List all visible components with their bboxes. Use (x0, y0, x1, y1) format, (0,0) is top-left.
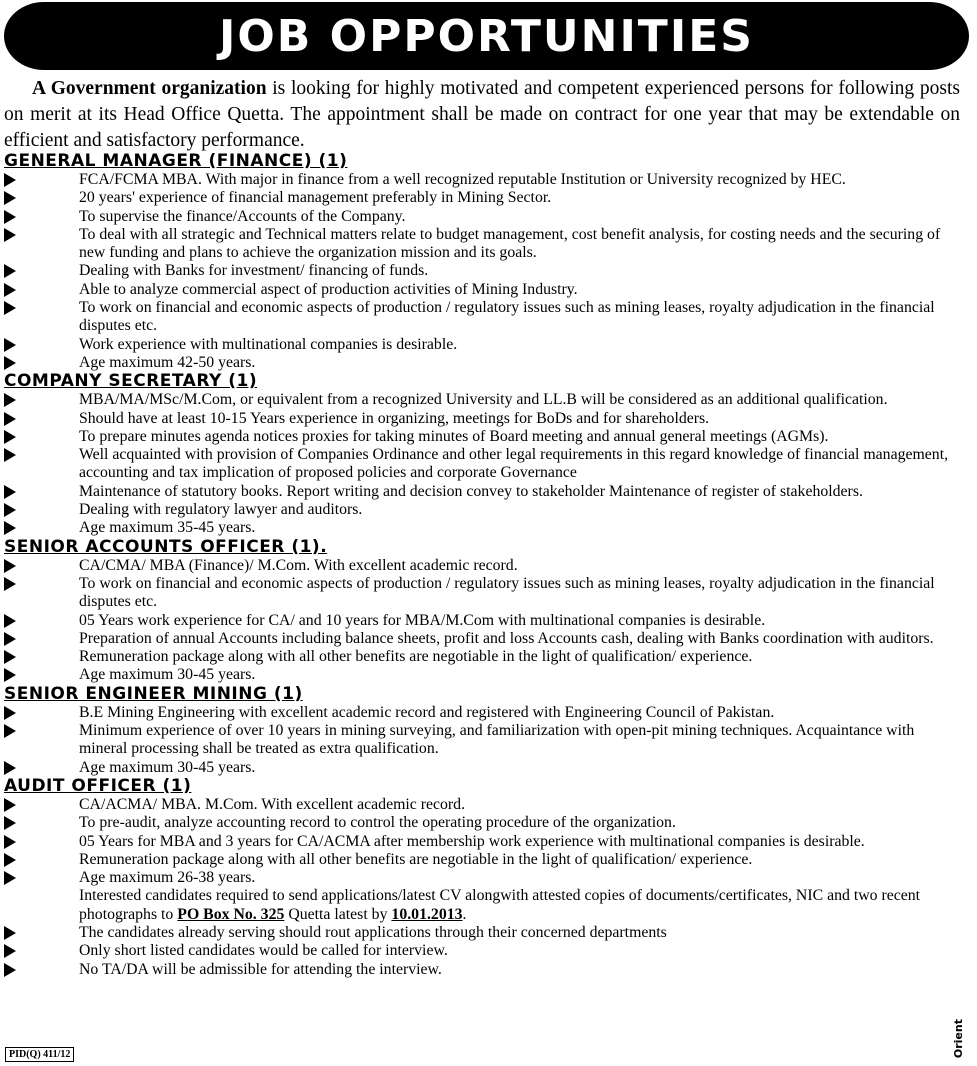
requirement-item (4, 428, 966, 446)
requirement-item (4, 851, 966, 869)
bullet-arrow-icon (4, 816, 16, 830)
list-item-text: Age maximum 30-45 years. (79, 666, 256, 684)
job-listings (4, 152, 966, 979)
requirement-item (4, 226, 966, 263)
bullet-arrow-icon (4, 485, 16, 499)
list-item-text: To work on financial and economic aspects of production / regulatory issues such as mining leases, royalty adjudication in the financial disputes etc. (79, 299, 935, 335)
list-item-text: Dealing with regulatory lawyer and auditors. (79, 501, 363, 519)
bullet-arrow-icon (4, 430, 16, 444)
bullet-arrow-icon (4, 356, 16, 370)
bullet-arrow-icon (4, 963, 16, 977)
list-item-text: Minimum experience of over 10 years in mining surveying, and familiarization with open-pit mining techniques. Acquaintance with mineral processing shall be treated as extra qualification. (79, 722, 915, 758)
bullet-arrow-icon (4, 228, 16, 242)
note-item (4, 924, 966, 942)
bullet-arrow-icon (4, 853, 16, 867)
bullet-arrow-icon (4, 412, 16, 426)
deadline-date (391, 906, 462, 923)
requirement-item (4, 171, 966, 189)
list-item-text: Maintenance of statutory books. Report writing and decision convey to stakeholder Maintenance of register of stakeholders. (79, 482, 863, 500)
requirement-item (4, 557, 966, 575)
bullet-arrow-icon (4, 448, 16, 462)
job-section (4, 777, 966, 887)
requirement-item (4, 704, 966, 722)
requirement-item (4, 796, 966, 814)
bullet-arrow-icon (4, 264, 16, 278)
bullet-arrow-icon (4, 283, 16, 297)
job-section (4, 152, 966, 372)
bullet-arrow-icon (4, 503, 16, 517)
list-item-text: Only short listed candidates would be called for interview. (79, 942, 448, 960)
list-item-text: The candidates already serving should rout applications through their concerned departments (79, 923, 667, 941)
bullet-arrow-icon (4, 944, 16, 958)
list-item-text: Age maximum 30-45 years. (79, 758, 256, 776)
bullet-arrow-icon (4, 835, 16, 849)
intro-lead: A Government organization (32, 78, 267, 99)
bullet-arrow-icon (4, 761, 16, 775)
list-item-text: FCA/FCMA MBA. With major in finance from a well recognized reputable Institution or University recognized by HEC. (79, 171, 846, 188)
job-section (4, 538, 966, 685)
bullet-arrow-icon (4, 668, 16, 682)
requirement-item (4, 336, 966, 354)
bullet-arrow-icon (4, 301, 16, 315)
requirement-item (4, 869, 966, 887)
list-item-text: 05 Years work experience for CA/ and 10 years for MBA/M.Com with multinational companies is desirable. (79, 611, 766, 629)
requirement-item (4, 483, 966, 501)
bullet-arrow-icon (4, 724, 16, 738)
requirement-item (4, 501, 966, 519)
list-item-text: Able to analyze commercial aspect of production activities of Mining Industry. (79, 280, 578, 298)
po-box (177, 906, 284, 923)
intro-paragraph (4, 76, 960, 154)
requirement-item (4, 814, 966, 832)
list-item-text: To work on financial and economic aspects of production / regulatory issues such as mining leases, royalty adjudication in the financial disputes etc. (79, 574, 935, 611)
list-item-text: 05 Years for MBA and 3 years for CA/ACMA after membership work experience with multinational companies is desirable. (79, 832, 865, 850)
requirement-item (4, 612, 966, 630)
requirement-item (4, 208, 966, 226)
list-item-text: Preparation of annual Accounts including balance sheets, profit and loss Accounts cash, dealing with Banks coordination with auditors. (79, 629, 934, 647)
application-instructions (4, 887, 966, 924)
job-title: AUDIT OFFICER (1) (4, 775, 192, 796)
list-item-text: To prepare minutes agenda notices proxies for taking minutes of Board meeting and annual general meetings (AGMs). (79, 427, 829, 445)
list-item-text: To supervise the finance/Accounts of the Company. (79, 207, 406, 225)
list-item-text: Age maximum 42-50 years. (79, 353, 256, 371)
list-item-text: No TA/DA will be admissible for attending the interview. (79, 960, 442, 978)
bullet-arrow-icon (4, 650, 16, 664)
list-item-text: CA/CMA/ MBA (Finance)/ M.Com. With excellent academic record. (79, 556, 518, 574)
bullet-arrow-icon (4, 393, 16, 407)
job-title: SENIOR ENGINEER MINING (1) (4, 683, 303, 704)
instructions-text: . (462, 905, 467, 923)
deadline-date-text: 10.01.2013 (391, 905, 463, 923)
agency-name: Orient (952, 1018, 965, 1058)
list-item-text: Work experience with multinational companies is desirable. (79, 335, 458, 353)
requirement-item (4, 630, 966, 648)
list-item-text: B.E Mining Engineering with excellent academic record and registered with Engineering Council of Pakistan. (79, 703, 775, 721)
list-item-text: Age maximum 26-38 years. (79, 869, 256, 887)
header-banner (4, 2, 969, 70)
bullet-arrow-icon (4, 706, 16, 720)
bullet-arrow-icon (4, 798, 16, 812)
list-item-text: Age maximum 35-45 years. (79, 519, 256, 537)
reference-number: PID(Q) 411/12 (5, 1047, 74, 1062)
po-box-text: PO Box No. 325 (177, 905, 285, 923)
bullet-arrow-icon (4, 173, 16, 187)
note-item (4, 942, 966, 960)
footer (5, 1018, 967, 1062)
list-item-text: To deal with all strategic and Technical matters relate to budget management, cost benefit analysis, for costing needs and the securing of new funding and plans to achieve the organization mission and its goals. (79, 225, 941, 262)
job-title: COMPANY SECRETARY (1) (4, 371, 258, 392)
list-item-text: Should have at least 10-15 Years experience in organizing, meetings for BoDs and for shareholders. (79, 409, 710, 427)
list-item-text: Well acquainted with provision of Companies Ordinance and other legal requirements in this regard knowledge of financial management, accounting and tax implication of proposed policies and corporate Governance (79, 446, 949, 482)
requirement-item (4, 833, 966, 851)
bullet-arrow-icon (4, 521, 16, 535)
intro-text: is looking for highly motivated and competent experienced persons for following posts on merit at its Head Office Quetta. The appointment shall be made on contract for one year that may be extendable on efficient and satisfactory performance. (4, 78, 960, 151)
list-item-text: Remuneration package along with all other benefits are negotiable in the light of qualification/ experience. (79, 850, 753, 868)
job-section (4, 685, 966, 777)
bullet-arrow-icon (4, 191, 16, 205)
job-title: SENIOR ACCOUNTS OFFICER (1). (4, 536, 328, 557)
requirement-item (4, 759, 966, 777)
requirement-item (4, 575, 966, 612)
list-item-text: Remuneration package along with all other benefits are negotiable in the light of qualification/ experience. (79, 648, 753, 666)
page-title: JOB OPPORTUNITIES (219, 10, 754, 62)
job-title: GENERAL MANAGER (FINANCE) (1) (4, 151, 348, 171)
requirement-item (4, 299, 966, 336)
list-item-text: Dealing with Banks for investment/ financing of funds. (79, 262, 429, 280)
bullet-arrow-icon (4, 632, 16, 646)
requirement-item (4, 189, 966, 207)
bullet-arrow-icon (4, 614, 16, 628)
instructions-text: Interested candidates required to send applications/latest CV alongwith attested copies of documents/certificates, NIC and two recent photographs to (79, 887, 921, 923)
bullet-arrow-icon (4, 871, 16, 885)
requirement-item (4, 648, 966, 666)
note-item (4, 961, 966, 979)
job-section (4, 372, 966, 537)
requirement-item (4, 262, 966, 280)
requirement-item (4, 391, 966, 409)
list-item-text: MBA/MA/MSc/M.Com, or equivalent from a recognized University and LL.B will be considered as an additional qualification. (79, 391, 888, 409)
bullet-arrow-icon (4, 559, 16, 573)
requirement-item (4, 722, 966, 759)
requirement-item (4, 354, 966, 372)
bullet-arrow-icon (4, 577, 16, 591)
requirement-item (4, 519, 966, 537)
bullet-arrow-icon (4, 338, 16, 352)
list-item-text: To pre-audit, analyze accounting record to control the operating procedure of the organization. (79, 814, 676, 832)
list-item-text: 20 years' experience of financial management preferably in Mining Sector. (79, 189, 552, 207)
requirement-item (4, 666, 966, 684)
requirement-item (4, 410, 966, 428)
requirement-item (4, 281, 966, 299)
instructions-text: Quetta latest by (284, 905, 392, 923)
bullet-arrow-icon (4, 210, 16, 224)
requirement-item (4, 446, 966, 483)
bullet-arrow-icon (4, 926, 16, 940)
list-item-text: CA/ACMA/ MBA. M.Com. With excellent academic record. (79, 795, 466, 813)
